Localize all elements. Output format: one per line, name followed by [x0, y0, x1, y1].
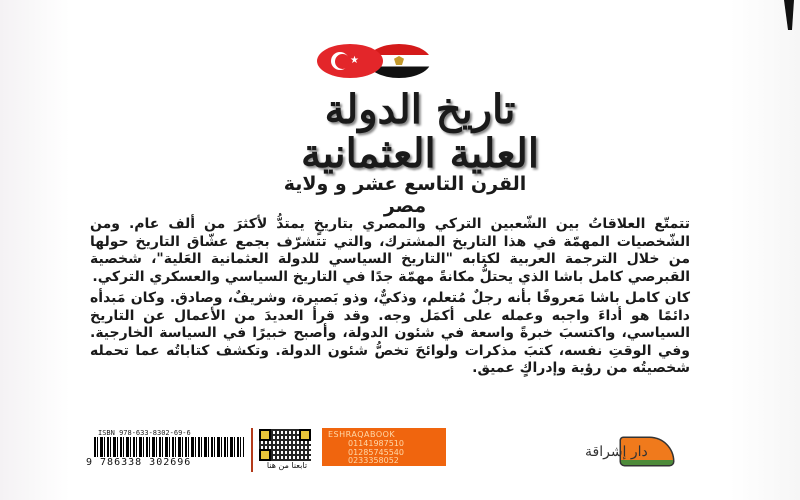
- crescent-cutout: [335, 54, 350, 69]
- phone-list: [348, 440, 404, 466]
- isbn-label: ISBN 978-633-8302-69-6: [98, 429, 191, 437]
- publisher-contact: [322, 428, 446, 466]
- book-subtitle: القرن التاسع عشر و ولاية مصر: [283, 173, 527, 217]
- phone-number: 01141987510: [348, 439, 404, 448]
- qr-eye-icon: [259, 429, 271, 441]
- barcode-bars-icon: [94, 437, 244, 459]
- corner-mark: [784, 0, 794, 30]
- eagle-icon: [394, 56, 404, 65]
- qr-code-block[interactable]: [251, 428, 323, 472]
- isbn-barcode: [84, 428, 250, 470]
- publisher-handle: ESHRAQABOOK: [328, 430, 396, 439]
- blurb-paragraph-2: كان كامل باشا مَعروفًا بأنه رجلٌ مُتعلم، وذكيٌّ، وذو بَصيرة، وشريفٌ، وصادق. وكان مَبدأه دائمًا هو أداءَ واجبه وعمله على أكمَل وجه. وقد قرأ العديدَ من الأعمال عن التاريخ السياسي، واكتسبَ خبرةً واسعة في شئون الدولة، وأصبح خبيرًا في السياسة الخارجية. وفي الوقتِ نفسه، كتبَ مذكرات ولوائحَ تخصُّ شئون الدولة. وتكشف كتاباتُه عما تحمله شخصيتُه من رؤية وإدراكٍ عميق.: [90, 290, 690, 376]
- qr-eye-icon: [299, 429, 311, 441]
- barcode-digits: 9 786338 302696: [86, 457, 250, 468]
- star-icon: ★: [350, 55, 359, 66]
- blurb-paragraph-1: تتمتّع العلاقاتُ بين الشّعبين التركي والمصري بتاريخٍ يمتدُّ لأكثرَ من ألف عام. ومن الشّخصيات المهمّة في هذا التاريخ المشترك، والتي تتشرّف بجمع عشّاق التاريخ حولها من خلال الترجمة العربية لكتابه "التاريخ السياسي للدولة العثمانية العَلية"، شخصية القبرصي كامل باشا الذي يحتلُّ مكانةً مهمّة جدًا في التاريخ السياسي والعسكري التركي.: [90, 216, 690, 285]
- publisher-logo: [585, 430, 695, 470]
- title-line-1: تاريخ الدولة: [324, 86, 516, 133]
- book-title: [250, 88, 590, 176]
- turkey-flag-icon: [317, 44, 383, 78]
- phone-number: 01285745540: [348, 447, 404, 457]
- publisher-name: دار إشراقة: [585, 444, 648, 460]
- title-line-2: العلية العثمانية: [301, 130, 539, 177]
- flags-emblem: [317, 44, 487, 78]
- qr-label: تابعنا من هنا: [266, 461, 308, 470]
- blurb: [90, 216, 690, 382]
- phone-number: 0233358052: [348, 456, 399, 465]
- qr-eye-icon: [259, 449, 271, 461]
